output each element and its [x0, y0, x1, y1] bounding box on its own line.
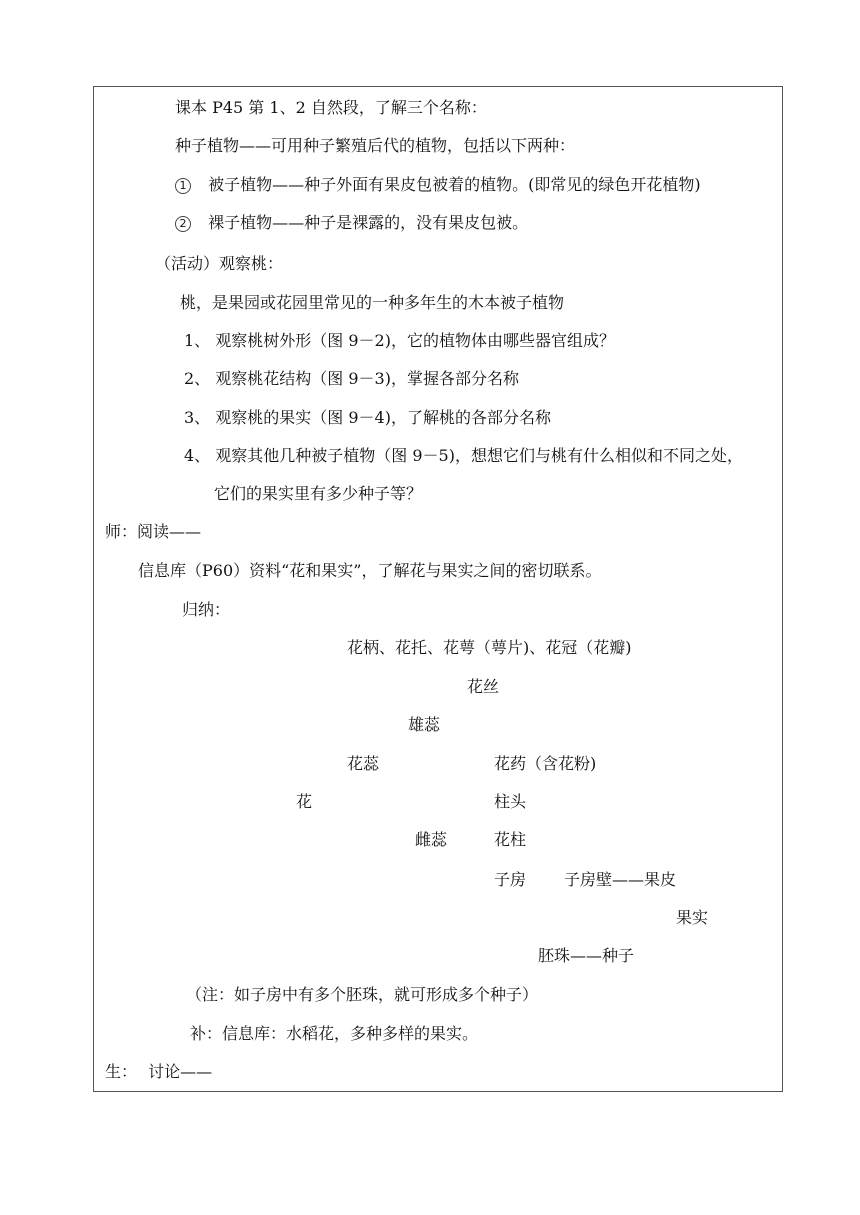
- diagram-stamen: 雄蕊: [408, 715, 441, 734]
- diagram-ovule: 胚珠——种子: [538, 946, 635, 965]
- note-line: （注：如子房中有多个胚珠，就可形成多个种子）: [186, 985, 539, 1004]
- angiosperm-text: 被子植物——种子外面有果皮包被着的植物。(即常见的绿色开花植物): [208, 175, 701, 194]
- seed-plants-line: 种子植物——可用种子繁殖后代的植物，包括以下两种：: [175, 136, 576, 155]
- diagram-style: 花柱: [494, 830, 527, 849]
- observe-item-2: 2、 观察桃花结构（图 9－3)，掌握各部分名称: [184, 369, 519, 388]
- info-library-line: 信息库（P60）资料“花和果实”，了解花与果实之间的密切联系。: [138, 561, 602, 580]
- diagram-filament: 花丝: [467, 677, 500, 696]
- observe-item-3: 3、 观察桃的果实（图 9－4)，了解桃的各部分名称: [184, 408, 551, 427]
- supplement-line: 补：信息库：水稻花，多种多样的果实。: [190, 1024, 479, 1043]
- peach-intro: 桃，是果园或花园里常见的一种多年生的木本被子植物: [180, 293, 565, 312]
- observe-item-1: 1、 观察桃树外形（图 9－2)，它的植物体由哪些器官组成？: [184, 331, 615, 350]
- observe-item-4: 4、 观察其他几种被子植物（图 9－5)，想想它们与桃有什么相似和不同之处，: [184, 446, 743, 465]
- diagram-stigma: 柱头: [494, 792, 527, 811]
- diagram-anther: 花药（含花粉): [494, 754, 597, 773]
- student-text: 讨论——: [148, 1062, 213, 1081]
- diagram-fruit: 果实: [676, 908, 709, 927]
- gymnosperm-line: [175, 213, 528, 233]
- diagram-ovary: 子房: [494, 870, 527, 889]
- angiosperm-line: [175, 175, 701, 195]
- student-line: [105, 1062, 212, 1082]
- diagram-ovary-wall: 子房壁——果皮: [564, 870, 677, 889]
- summary-heading: 归纳：: [182, 600, 231, 619]
- observe-item-4-cont: 它们的果实里有多少种子等？: [214, 484, 423, 503]
- activity-heading: （活动）观察桃：: [155, 254, 284, 273]
- circled-number-1: 1: [175, 178, 191, 194]
- diagram-stamen-pistil: 花蕊: [347, 754, 380, 773]
- textbook-line: 课本 P45 第 1、2 自然段，了解三个名称：: [175, 98, 487, 117]
- diagram-flower: 花: [296, 792, 313, 811]
- diagram-flower-parts: 花柄、花托、花萼（萼片)、花冠（花瓣): [347, 638, 632, 657]
- student-label: 生：: [105, 1062, 138, 1081]
- lesson-table-cell: [93, 86, 783, 1092]
- circled-number-2: 2: [175, 216, 191, 232]
- gymnosperm-text: 裸子植物——种子是裸露的，没有果皮包被。: [208, 213, 529, 232]
- teacher-line: 师：阅读——: [105, 522, 202, 541]
- diagram-pistil: 雌蕊: [415, 830, 448, 849]
